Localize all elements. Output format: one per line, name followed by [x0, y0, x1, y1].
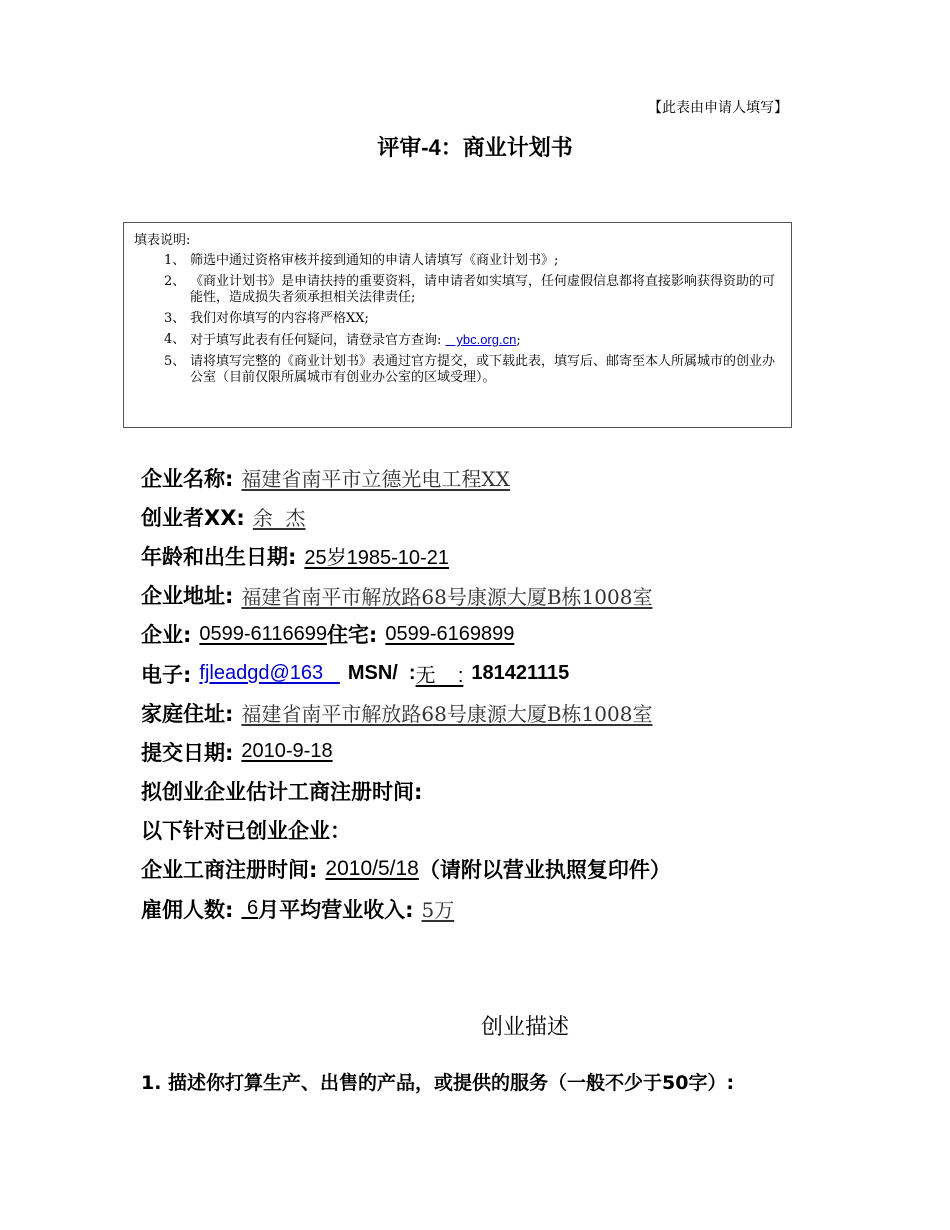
company-name-value[interactable]: 福建省南平市立德光电工程XX	[241, 467, 510, 492]
instruction-text-before-link: 对于填写此表有任何疑问，请登录官方查询:	[190, 333, 446, 348]
field-employees-income	[141, 889, 841, 928]
instruction-number: 4、	[164, 332, 186, 347]
msn-number: 181421115	[471, 662, 570, 685]
email-label: 电子:	[141, 662, 192, 687]
field-age	[141, 536, 841, 575]
official-site-link[interactable]: ybc.org.cn	[445, 332, 517, 347]
applicant-fields	[141, 458, 841, 928]
instruction-item	[164, 311, 779, 327]
registration-time-value[interactable]: 2010/5/18	[325, 857, 419, 881]
field-phones	[141, 615, 841, 654]
founder-value[interactable]: 余 杰	[252, 506, 306, 531]
age-label: 年龄和出生日期:	[141, 544, 297, 569]
instructions-heading: 填表说明:	[134, 233, 191, 248]
company-phone-label: 企业:	[141, 623, 192, 648]
question-1: 1. 描述你打算生产、出售的产品，或提供的服务（一般不少于50字）:	[141, 1072, 735, 1094]
instruction-text-after-link: ;	[516, 333, 521, 348]
registration-time-note: （请附以营业执照复印件）	[418, 858, 671, 883]
instruction-number: 2、	[164, 274, 186, 289]
msn-value[interactable]: 无 :	[415, 665, 464, 688]
field-registration-time	[141, 850, 841, 889]
income-value[interactable]: 5万	[421, 898, 455, 923]
home-phone-label: 住宅:	[326, 623, 378, 648]
age-value[interactable]: 25岁1985-10-21	[304, 547, 449, 570]
field-planned-registration	[141, 772, 841, 811]
existing-enterprise-label: 以下针对已创业企业：	[141, 819, 351, 844]
home-phone-value[interactable]: 0599-6169899	[385, 622, 515, 645]
instruction-item	[164, 332, 779, 349]
instruction-number: 1、	[164, 253, 186, 268]
instruction-text	[190, 332, 779, 349]
field-contact	[141, 654, 841, 693]
instructions-box	[123, 222, 792, 428]
page-title: 评审-4：商业计划书	[377, 135, 573, 160]
submit-date-label: 提交日期:	[141, 740, 234, 765]
instruction-item	[164, 354, 779, 386]
fill-note: 【此表由申请人填写】	[648, 100, 788, 116]
instruction-item	[164, 274, 779, 306]
employees-value[interactable]: 6	[241, 897, 259, 920]
field-home-address	[141, 693, 841, 732]
company-phone-value[interactable]: 0599-6116699	[199, 622, 327, 645]
company-name-label: 企业名称:	[141, 466, 234, 491]
instruction-number: 5、	[164, 354, 186, 369]
field-submit-date	[141, 732, 841, 771]
section-title: 创业描述	[480, 1015, 569, 1040]
planned-registration-label: 拟创业企业估计工商注册时间:	[141, 780, 423, 805]
msn-label: MSN/ :	[347, 662, 416, 685]
submit-date-value[interactable]: 2010-9-18	[241, 740, 333, 763]
instructions-list	[134, 253, 779, 386]
employees-label: 雇佣人数:	[141, 897, 234, 922]
instruction-text: 筛选中通过资格审核并接到通知的申请人请填写《商业计划书》;	[190, 253, 559, 268]
founder-label: 创业者XX:	[141, 505, 245, 530]
address-label: 企业地址:	[141, 584, 234, 609]
registration-time-label: 企业工商注册时间:	[141, 858, 318, 883]
home-address-value[interactable]: 福建省南平市解放路68号康源大厦B栋1008室	[241, 702, 653, 727]
field-founder	[141, 497, 841, 536]
email-link[interactable]: fjleadgd@163	[199, 662, 340, 685]
instruction-text: 我们对你填写的内容将严格XX;	[190, 311, 369, 326]
home-address-label: 家庭住址:	[141, 701, 234, 726]
address-value[interactable]: 福建省南平市解放路68号康源大厦B栋1008室	[241, 584, 653, 609]
field-address	[141, 576, 841, 615]
instruction-item	[164, 253, 779, 269]
instruction-text: 《商业计划书》是申请扶持的重要资料，请申请者如实填写，任何虚假信息都将直接影响获得资助的可能性，造成损失者须承担相关法律责任;	[190, 274, 776, 305]
instruction-number: 3、	[164, 311, 186, 326]
instruction-text: 请将填写完整的《商业计划书》表通过官方提交，或下载此表，填写后、邮寄至本人所属城市的创业办公室（目前仅限所属城市有创业办公室的区域受理）。	[190, 354, 776, 385]
field-company-name	[141, 458, 841, 497]
field-existing-note	[141, 811, 841, 850]
income-label: 月平均营业收入:	[258, 897, 414, 922]
